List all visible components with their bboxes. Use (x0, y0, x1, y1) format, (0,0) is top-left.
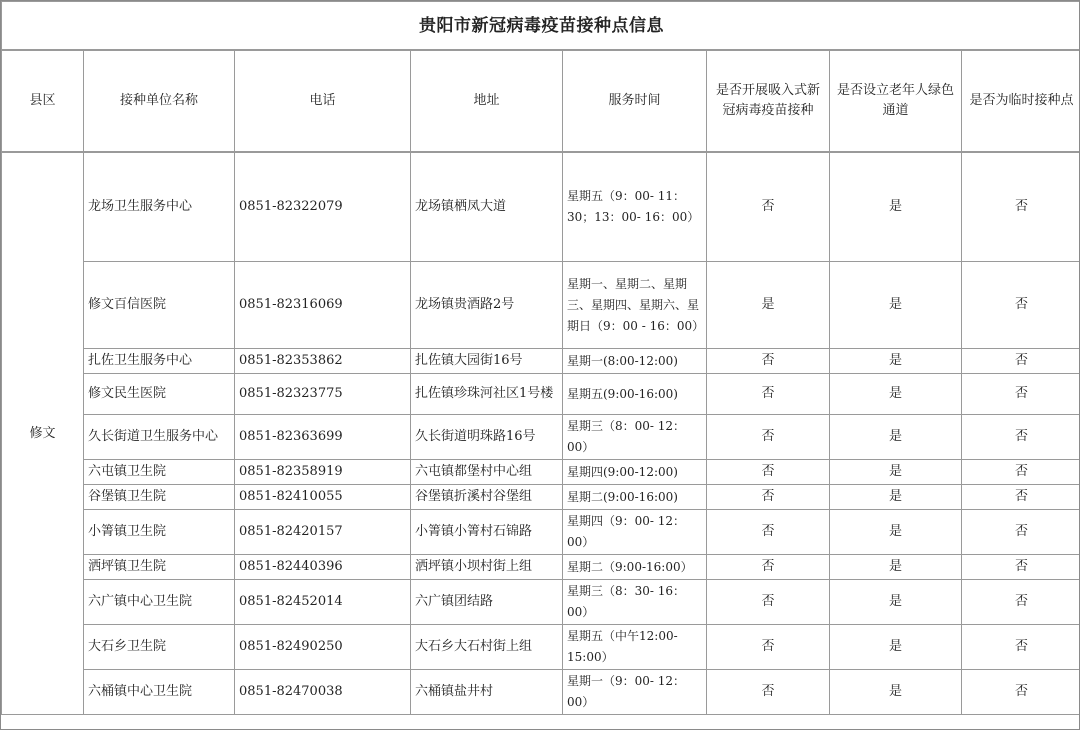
temp-cell: 否 (962, 349, 1080, 374)
address-cell: 六屯镇都堡村中心组 (411, 460, 563, 485)
inhaled-cell: 是 (707, 262, 830, 349)
address-cell: 六桶镇盐井村 (411, 670, 563, 715)
vaccination-table (1, 1, 1080, 715)
unit-cell: 小箐镇卫生院 (84, 510, 235, 555)
table-row (2, 485, 1080, 510)
address-cell: 久长街道明珠路16号 (411, 415, 563, 460)
unit-cell: 洒坪镇卫生院 (84, 555, 235, 580)
header-row (2, 50, 1080, 152)
inhaled-cell: 否 (707, 460, 830, 485)
hours-cell: 星期一（9：00- 12：00） (563, 670, 707, 715)
address-cell: 大石乡大石村街上组 (411, 625, 563, 670)
hours-cell: 星期二（9:00-16:00） (563, 555, 707, 580)
temp-cell: 否 (962, 510, 1080, 555)
table-row (2, 460, 1080, 485)
inhaled-cell: 否 (707, 152, 830, 262)
address-cell: 龙场镇栖凤大道 (411, 152, 563, 262)
phone-cell: 0851-82440396 (235, 555, 411, 580)
table-title: 贵阳市新冠病毒疫苗接种点信息 (2, 2, 1080, 51)
table-row (2, 349, 1080, 374)
hours-cell: 星期二(9:00-16:00) (563, 485, 707, 510)
elder-cell: 是 (830, 415, 962, 460)
unit-cell: 龙场卫生服务中心 (84, 152, 235, 262)
header-unit: 接种单位名称 (84, 50, 235, 152)
table-row (2, 374, 1080, 415)
phone-cell: 0851-82470038 (235, 670, 411, 715)
inhaled-cell: 否 (707, 510, 830, 555)
inhaled-cell: 否 (707, 580, 830, 625)
hours-cell: 星期三（8：30- 16：00） (563, 580, 707, 625)
table-row (2, 555, 1080, 580)
elder-cell: 是 (830, 374, 962, 415)
address-cell: 小箐镇小箐村石锦路 (411, 510, 563, 555)
unit-cell: 六屯镇卫生院 (84, 460, 235, 485)
temp-cell: 否 (962, 152, 1080, 262)
unit-cell: 大石乡卫生院 (84, 625, 235, 670)
phone-cell: 0851-82363699 (235, 415, 411, 460)
elder-cell: 是 (830, 580, 962, 625)
elder-cell: 是 (830, 510, 962, 555)
phone-cell: 0851-82353862 (235, 349, 411, 374)
address-cell: 龙场镇贵酒路2号 (411, 262, 563, 349)
temp-cell: 否 (962, 262, 1080, 349)
table-row (2, 670, 1080, 715)
elder-cell: 是 (830, 485, 962, 510)
unit-cell: 扎佐卫生服务中心 (84, 349, 235, 374)
inhaled-cell: 否 (707, 374, 830, 415)
table-row (2, 625, 1080, 670)
temp-cell: 否 (962, 670, 1080, 715)
header-elder-channel: 是否设立老年人绿色通道 (830, 50, 962, 152)
district-cell: 修文 (2, 152, 84, 715)
temp-cell: 否 (962, 460, 1080, 485)
elder-cell: 是 (830, 349, 962, 374)
hours-cell: 星期四(9:00-12:00) (563, 460, 707, 485)
temp-cell: 否 (962, 580, 1080, 625)
inhaled-cell: 否 (707, 415, 830, 460)
table-row (2, 415, 1080, 460)
inhaled-cell: 否 (707, 555, 830, 580)
phone-cell: 0851-82322079 (235, 152, 411, 262)
elder-cell: 是 (830, 555, 962, 580)
hours-cell: 星期五（9：00- 11：30；13：00- 16：00） (563, 152, 707, 262)
header-district: 县区 (2, 50, 84, 152)
unit-cell: 修文百信医院 (84, 262, 235, 349)
unit-cell: 久长街道卫生服务中心 (84, 415, 235, 460)
elder-cell: 是 (830, 262, 962, 349)
unit-cell: 六广镇中心卫生院 (84, 580, 235, 625)
hours-cell: 星期一、星期二、星期三、星期四、星期六、星期日（9：00 - 16：00） (563, 262, 707, 349)
phone-cell: 0851-82420157 (235, 510, 411, 555)
temp-cell: 否 (962, 485, 1080, 510)
temp-cell: 否 (962, 555, 1080, 580)
address-cell: 洒坪镇小坝村街上组 (411, 555, 563, 580)
inhaled-cell: 否 (707, 349, 830, 374)
inhaled-cell: 否 (707, 670, 830, 715)
unit-cell: 谷堡镇卫生院 (84, 485, 235, 510)
phone-cell: 0851-82316069 (235, 262, 411, 349)
temp-cell: 否 (962, 374, 1080, 415)
header-inhaled: 是否开展吸入式新冠病毒疫苗接种 (707, 50, 830, 152)
table-row (2, 580, 1080, 625)
header-phone: 电话 (235, 50, 411, 152)
header-temporary: 是否为临时接种点 (962, 50, 1080, 152)
table-row (2, 510, 1080, 555)
address-cell: 谷堡镇折溪村谷堡组 (411, 485, 563, 510)
inhaled-cell: 否 (707, 625, 830, 670)
temp-cell: 否 (962, 415, 1080, 460)
hours-cell: 星期五（中午12:00-15:00） (563, 625, 707, 670)
unit-cell: 六桶镇中心卫生院 (84, 670, 235, 715)
elder-cell: 是 (830, 460, 962, 485)
phone-cell: 0851-82490250 (235, 625, 411, 670)
elder-cell: 是 (830, 625, 962, 670)
inhaled-cell: 否 (707, 485, 830, 510)
phone-cell: 0851-82452014 (235, 580, 411, 625)
hours-cell: 星期五(9:00-16:00) (563, 374, 707, 415)
header-hours: 服务时间 (563, 50, 707, 152)
address-cell: 扎佐镇大园街16号 (411, 349, 563, 374)
elder-cell: 是 (830, 152, 962, 262)
phone-cell: 0851-82410055 (235, 485, 411, 510)
phone-cell: 0851-82323775 (235, 374, 411, 415)
hours-cell: 星期一(8:00-12:00) (563, 349, 707, 374)
unit-cell: 修文民生医院 (84, 374, 235, 415)
title-row (2, 2, 1080, 51)
elder-cell: 是 (830, 670, 962, 715)
phone-cell: 0851-82358919 (235, 460, 411, 485)
hours-cell: 星期四（9：00- 12：00） (563, 510, 707, 555)
header-address: 地址 (411, 50, 563, 152)
address-cell: 扎佐镇珍珠河社区1号楼 (411, 374, 563, 415)
temp-cell: 否 (962, 625, 1080, 670)
table-row (2, 262, 1080, 349)
address-cell: 六广镇团结路 (411, 580, 563, 625)
table-row (2, 152, 1080, 262)
hours-cell: 星期三（8：00- 12：00） (563, 415, 707, 460)
